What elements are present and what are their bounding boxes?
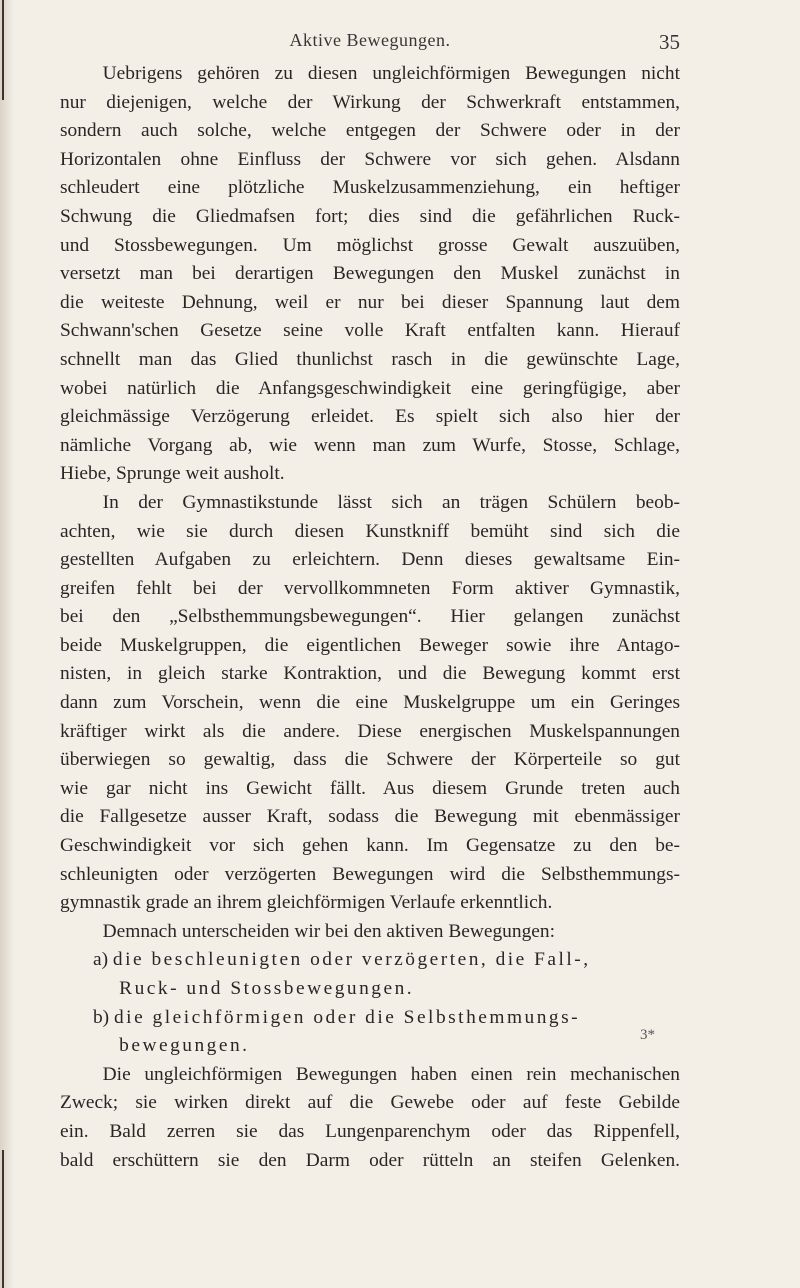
list-marker: b) [92,1006,110,1028]
list-line [93,946,680,975]
text-line: schleunigten oder verzögerten Bewegungen wird die Selbsthemmungs- [60,863,680,885]
list-text-continuation: bewegungen. [119,1035,250,1057]
text-line: Schwann'schen Gesetze seine volle Kraft entfalten kann. Hierauf [60,320,680,342]
text-line: überwiegen so gewaltig, dass die Schwere der Körperteile so gut [60,749,680,771]
text-line: die Fallgesetze ausser Kraft, sodass die Bewegung mit ebenmässiger [60,806,680,828]
text-line: gleichmässige Verzögerung erleidet. Es spielt sich also hier der [60,406,680,428]
text-line: Demnach unterscheiden wir bei den aktiven Bewegungen: [102,920,555,942]
list-item [60,946,680,1003]
text-line: gestellten Aufgaben zu erleichtern. Denn dieses gewaltsame Ein- [60,549,680,571]
text-line: gymnastik grade an ihrem gleichförmigen Verlaufe erkenntlich. [60,892,553,914]
page-edge-line [2,1150,4,1288]
list-item [60,1004,680,1061]
text-line: dann zum Vorschein, wenn die eine Muskelgruppe um ein Geringes [60,692,680,714]
text-line: nisten, in gleich starke Kontraktion, und die Bewegung kommt erst [60,663,680,685]
text-line: Die ungleichförmigen Bewegungen haben einen rein mechanischen [102,1063,680,1085]
paragraph-4 [60,1061,680,1175]
body-text [60,60,680,1175]
text-line: greifen fehlt bei der vervollkommneten Form aktiver Gymnastik, [60,577,680,599]
page-edge-shadow [0,0,14,1288]
running-title: Aktive Bewegungen. [289,30,451,50]
text-line: sondern auch solche, welche entgegen der Schwere oder in der [60,120,680,142]
text-line: schnellt man das Glied thunlichst rasch in die gewünschte Lage, [60,348,680,370]
signature-mark: 3* [640,1027,655,1043]
text-line: Geschwindigkeit vor sich gehen kann. Im Gegensatze zu den be- [60,835,680,857]
text-line: nur diejenigen, welche der Wirkung der Schwerkraft entstammen, [60,91,680,113]
text-line: die weiteste Dehnung, weil er nur bei dieser Spannung laut dem [60,291,680,313]
text-line: Uebrigens gehören zu diesen ungleichförmigen Bewegungen nicht [102,63,680,84]
text-line: achten, wie sie durch diesen Kunstkniff bemüht sind sich die [60,520,680,542]
paragraph-2 [60,489,680,918]
text-line: ein. Bald zerren sie das Lungenparenchym oder das Rippenfell, [60,1120,680,1142]
text-line: schleudert eine plötzliche Muskelzusammenziehung, ein heftiger [60,177,680,199]
paragraph-1 [60,60,680,489]
list-text: die beschleunigten oder verzögerten, die Fall-, [112,949,591,971]
text-line: Hiebe, Sprunge weit ausholt. [60,463,285,485]
text-line: versetzt man bei derartigen Bewegungen den Muskel zunächst in [60,263,680,285]
text-line: Horizontalen ohne Einfluss der Schwere vor sich gehen. Alsdann [60,148,680,170]
paragraph-3 [60,918,680,947]
text-line: beide Muskelgruppen, die eigentlichen Beweger sowie ihre Antago- [60,634,680,656]
list-text: die gleichförmigen oder die Selbsthemmungs- [113,1006,581,1028]
page-edge-line [2,0,4,100]
text-line: kräftiger wirkt als die andere. Diese energischen Muskelspannungen [60,720,680,742]
list-marker: a) [92,949,109,971]
text-line: In der Gymnastikstunde lässt sich an trägen Schülern beob- [102,491,680,513]
text-line: Schwung die Gliedmafsen fort; dies sind die gefährlichen Ruck- [60,205,680,227]
page-number: 35 [659,30,680,54]
list-text-continuation: Ruck- und Stossbewegungen. [119,978,415,999]
text-line: wie gar nicht ins Gewicht fällt. Aus diesem Grunde treten auch [60,777,680,799]
text-line: nämliche Vorgang ab, wie wenn man zum Wurfe, Stosse, Schlage, [60,434,680,456]
classification-list [60,946,680,1060]
text-line: und Stossbewegungen. Um möglichst grosse Gewalt auszuüben, [60,234,680,256]
text-line: bei den „Selbsthemmungsbewegungen“. Hier gelangen zunächst [60,606,680,628]
list-line [93,1004,680,1033]
text-line: bald erschüttern sie den Darm oder rütteln an steifen Gelenken. [60,1149,680,1171]
page-header [60,30,680,56]
text-line: Zweck; sie wirken direkt auf die Gewebe oder auf feste Gebilde [60,1092,680,1114]
text-line: wobei natürlich die Anfangsgeschwindigkeit eine geringfügige, aber [60,377,680,399]
